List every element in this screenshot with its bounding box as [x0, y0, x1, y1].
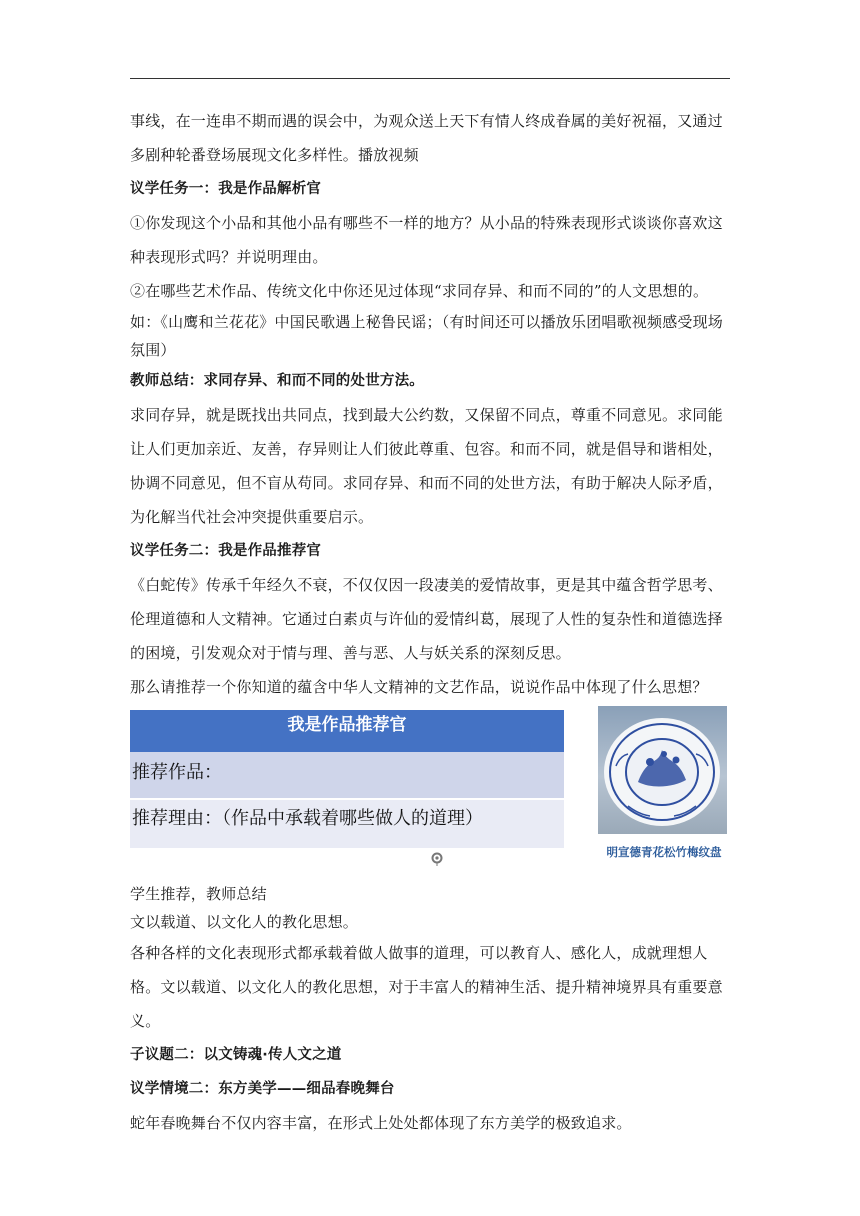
body-paragraph: 各种各样的文化表现形式都承载着做人做事的道理，可以教育人、感化人，成就理想人格。文以载道、以文化人的教化思想，对于丰富人的精神生活、提升精神境界具有重要意义。: [130, 944, 723, 1030]
section-heading: 议学任务一：我是作品解析官: [130, 181, 322, 197]
body-paragraph: 求同存异，就是既找出共同点，找到最大公约数，又保留不同点，尊重不同意见。求同能让人们更加亲近、友善，存异则让人们彼此尊重、包容。和而不同，就是倡导和谐相处，协调不同意见，但不盲从苟同。求同存异、和而不同的处世方法，有助于解决人际矛盾，为化解当代社会冲突提供重要启示。: [130, 406, 723, 526]
bottom-section: [130, 880, 730, 1140]
section-heading: 议学情境二：东方美学——细品春晚舞台: [130, 1081, 395, 1097]
body-paragraph: 学生推荐，教师总结: [130, 885, 267, 903]
body-paragraph: 如：《山鹰和兰花花》中国民歌遇上秘鲁民谣；（有时间还可以播放乐团唱歌视频感受现场氛围）: [130, 313, 724, 359]
body-paragraph: 事线，在一连串不期而遇的误会中，为观众送上天下有情人终成眷属的美好祝福，又通过多剧种轮番登场展现文化多样性。播放视频: [130, 112, 723, 164]
body-paragraph: 文以载道、以文化人的教化思想。: [130, 913, 359, 931]
loading-icon: [430, 852, 444, 866]
recommendation-card: [130, 710, 564, 848]
section-heading: 子议题二：以文铸魂·传人文之道: [130, 1047, 342, 1063]
plate-caption: 明宣德青花松竹梅纹盘: [606, 845, 722, 859]
document-body: [130, 104, 730, 1140]
plate-icon: [598, 706, 727, 834]
body-paragraph: 蛇年春晚舞台不仅内容丰富，在形式上处处都体现了东方美学的极致追求。: [130, 1114, 632, 1132]
body-paragraph: 那么请推荐一个你知道的蕴含中华人文精神的文艺作品，说说作品中体现了什么思想？: [130, 678, 708, 696]
figure-row: [130, 706, 730, 872]
body-paragraph: ②在哪些艺术作品、传统文化中你还见过体现“求同存异、和而不同的”的人文思想的。: [130, 282, 709, 300]
plate-image: [598, 706, 727, 834]
header-rule: [130, 78, 730, 79]
card-row-work: 推荐作品：: [130, 752, 564, 798]
body-paragraph: 《白蛇传》传承千年经久不衰，不仅仅因一段凄美的爱情故事，更是其中蕴含哲学思考、伦理道德和人文精神。它通过白素贞与许仙的爱情纠葛，展现了人性的复杂性和道德选择的困境，引发观众对于情与理、善与恶、人与妖关系的深刻反思。: [130, 576, 723, 662]
top-section: [130, 104, 730, 704]
card-title: 我是作品推荐官: [130, 710, 564, 752]
card-row-reason: 推荐理由：（作品中承载着哪些做人的道理）: [130, 798, 564, 848]
section-heading: 议学任务二：我是作品推荐官: [130, 543, 322, 559]
section-heading: 教师总结：求同存异、和而不同的处世方法。: [130, 373, 424, 389]
body-paragraph: ①你发现这个小品和其他小品有哪些不一样的地方？从小品的特殊表现形式谈谈你喜欢这种表现形式吗？并说明理由。: [130, 214, 723, 266]
